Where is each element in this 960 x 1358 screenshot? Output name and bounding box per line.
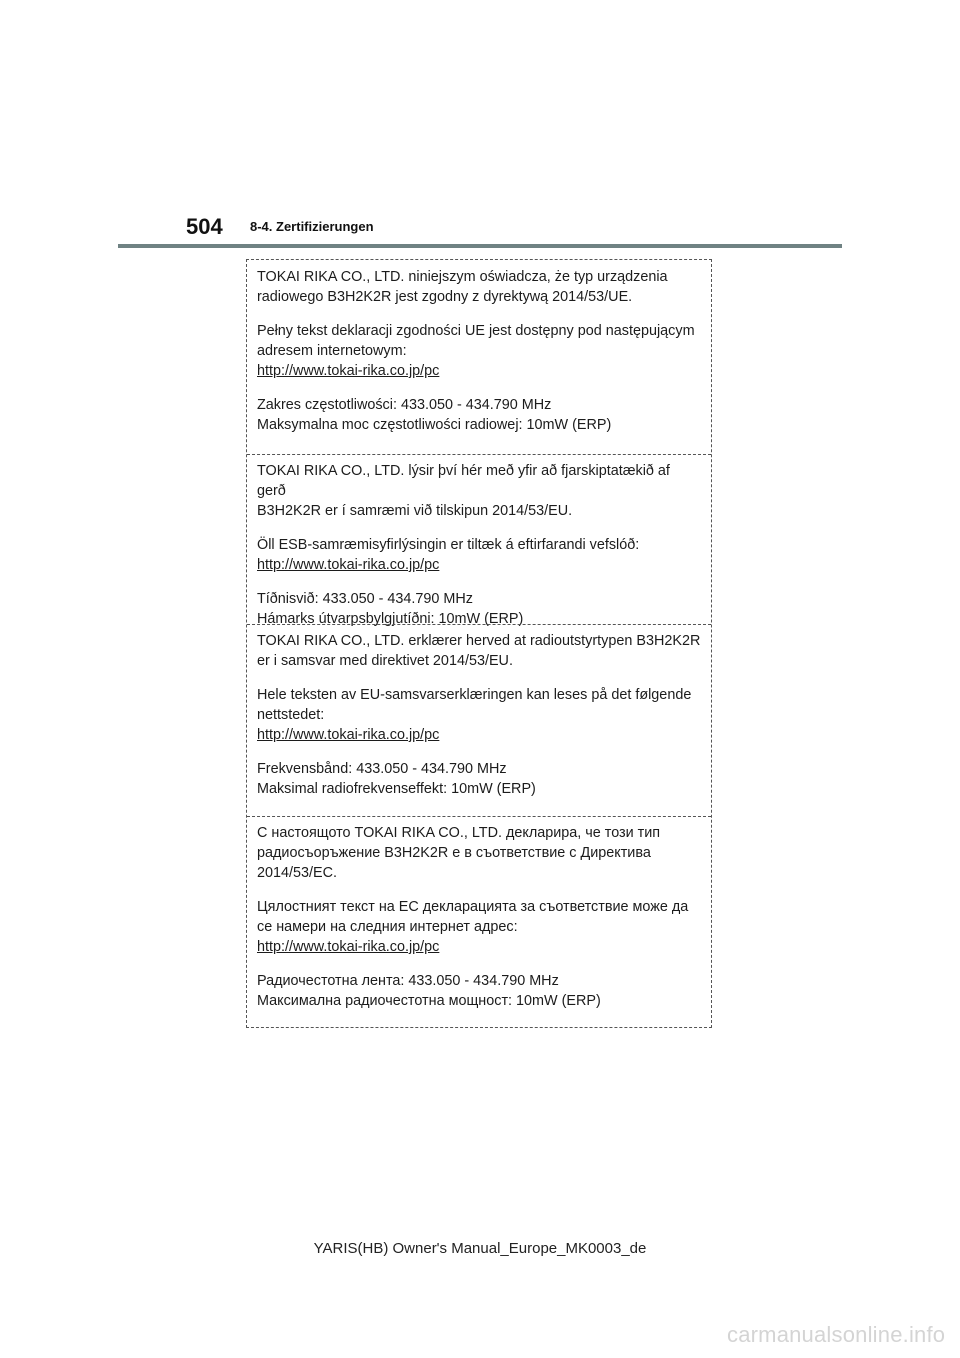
max-power: Максимална радиочестотна мощност: 10mW (ERP) bbox=[257, 993, 601, 1009]
declaration-url-link[interactable]: http://www.tokai-rika.co.jp/pc bbox=[257, 939, 440, 955]
full-text-line: adresem internetowym: bbox=[257, 343, 407, 359]
declaration-line: TOKAI RIKA CO., LTD. erklærer herved at radioutstyrtypen B3H2K2R bbox=[257, 633, 701, 649]
frequency-range: Tíðnisvið: 433.050 - 434.790 MHz bbox=[257, 591, 473, 607]
declaration-line: B3H2K2R er í samræmi við tilskipun 2014/53/EU. bbox=[257, 503, 573, 519]
full-text-line: nettstedet: bbox=[257, 707, 325, 723]
full-text-line: Pełny tekst deklaracji zgodności UE jest dostępny pod następującym bbox=[257, 323, 695, 339]
full-text-line: Öll ESB-samræmisyfirlýsingin er tiltæk á eftirfarandi vefslóð: bbox=[257, 537, 640, 553]
cert-section-polish bbox=[247, 260, 711, 435]
declaration-url-link[interactable]: http://www.tokai-rika.co.jp/pc bbox=[257, 363, 440, 379]
full-text-line: се намери на следния интернет адрес: bbox=[257, 919, 518, 935]
declaration-line: 2014/53/ЕС. bbox=[257, 865, 338, 881]
declaration-line: TOKAI RIKA CO., LTD. niniejszym oświadcza, że typ urządzenia bbox=[257, 269, 668, 285]
footer-manual-id: YARIS(HB) Owner's Manual_Europe_MK0003_de bbox=[313, 1240, 647, 1257]
declaration-url-link[interactable]: http://www.tokai-rika.co.jp/pc bbox=[257, 727, 440, 743]
full-text-line: Hele teksten av EU-samsvarserklæringen kan leses på det følgende bbox=[257, 687, 692, 703]
frequency-range: Zakres częstotliwości: 433.050 - 434.790 MHz bbox=[257, 397, 552, 413]
declaration-line: С настоящото TOKAI RIKA CO., LTD. декларира, че този тип bbox=[257, 825, 661, 841]
frequency-range: Радиочестотна лента: 433.050 - 434.790 MHz bbox=[257, 973, 559, 989]
max-power: Maksymalna moc częstotliwości radiowej: 10mW (ERP) bbox=[257, 417, 612, 433]
max-power: Maksimal radiofrekvenseffekt: 10mW (ERP) bbox=[257, 781, 536, 797]
cert-section-norwegian bbox=[247, 624, 711, 799]
declaration-url-link[interactable]: http://www.tokai-rika.co.jp/pc bbox=[257, 557, 440, 573]
declaration-line: radiowego B3H2K2R jest zgodny z dyrektywą 2014/53/UE. bbox=[257, 289, 633, 305]
max-power: Hámarks útvarpsbylgjutíðni: 10mW (ERP) bbox=[257, 611, 524, 627]
watermark: carmanualsonline.info bbox=[727, 1322, 946, 1347]
section-title: 8-4. Zertifizierungen bbox=[250, 219, 374, 234]
frequency-range: Frekvensbånd: 433.050 - 434.790 MHz bbox=[257, 761, 507, 777]
cert-section-icelandic bbox=[247, 454, 711, 629]
cert-section-bulgarian bbox=[247, 816, 711, 1011]
declaration-line: er i samsvar med direktivet 2014/53/EU. bbox=[257, 653, 513, 669]
page-number: 504 bbox=[186, 214, 223, 239]
full-text-line: Цялостният текст на ЕС декларацията за съответствие може да bbox=[257, 899, 689, 915]
declaration-line: TOKAI RIKA CO., LTD. lýsir því hér með yfir að fjarskiptatækið af gerð bbox=[257, 463, 670, 499]
certification-box bbox=[246, 259, 712, 1028]
declaration-line: радиосъоръжение B3H2K2R е в съответствие с Директива bbox=[257, 845, 651, 861]
header-rule bbox=[118, 244, 842, 248]
